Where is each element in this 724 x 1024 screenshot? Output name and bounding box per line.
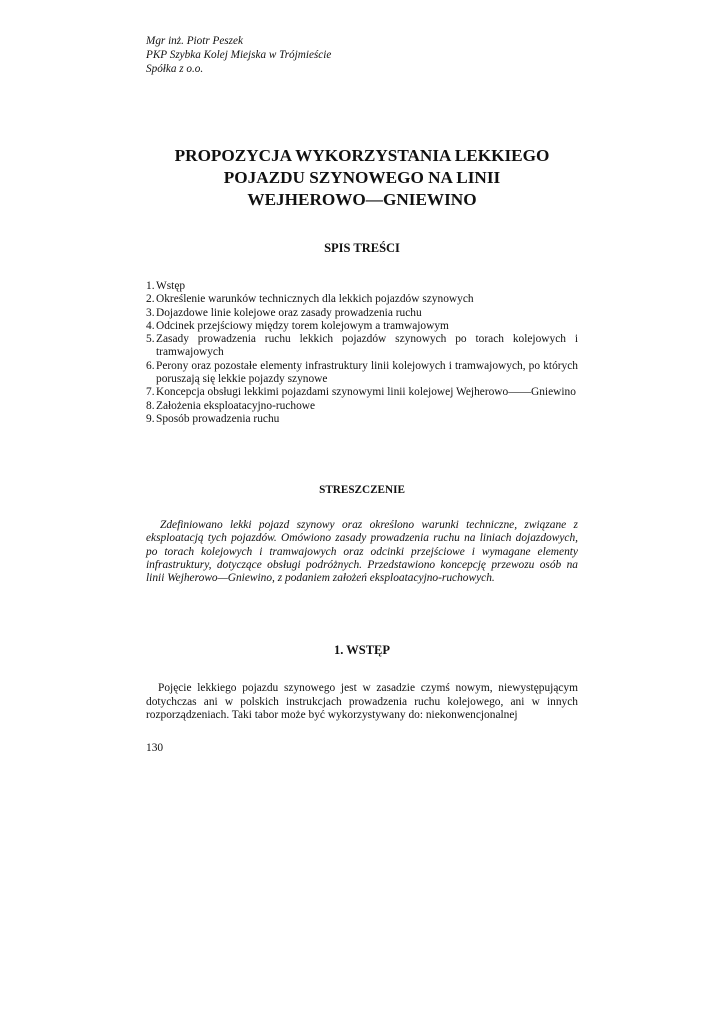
toc-item-text: Odcinek przejściowy między torem kolejowym a tramwajowym bbox=[156, 319, 449, 332]
title-line-3: WEJHEROWO—GNIEWINO bbox=[247, 190, 477, 209]
title-line-2: POJAZDU SZYNOWEGO NA LINII bbox=[223, 168, 501, 187]
paper-title bbox=[146, 145, 578, 211]
toc-item-number: 5. bbox=[146, 333, 155, 346]
table-of-contents bbox=[146, 280, 578, 426]
toc-item bbox=[146, 307, 578, 320]
toc-item-text: Dojazdowe linie kolejowe oraz zasady prowadzenia ruchu bbox=[156, 306, 422, 319]
toc-item bbox=[146, 360, 578, 387]
introduction-paragraph: Pojęcie lekkiego pojazdu szynowego jest w zasadzie czymś nowym, niewystępującym dotychczas ani w polskich instrukcjach prowadzenia ruchu kolejowego, ani w innych rozporządzeniach. Taki tabor może być wykorzystywany do: niekonwencjonalnej bbox=[146, 682, 578, 722]
title-line-1: PROPOZYCJA WYKORZYSTANIA LEKKIEGO bbox=[174, 146, 550, 165]
toc-item-number: 7. bbox=[146, 386, 155, 399]
toc-item bbox=[146, 413, 578, 426]
toc-item bbox=[146, 320, 578, 333]
toc-item-number: 9. bbox=[146, 412, 155, 425]
toc-item-number: 4. bbox=[146, 319, 155, 332]
author-company-type: Spółka z o.o. bbox=[146, 63, 204, 75]
toc-item bbox=[146, 400, 578, 413]
toc-item bbox=[146, 293, 578, 306]
author-name: Mgr inż. Piotr Peszek bbox=[146, 35, 243, 47]
toc-item-text: Koncepcja obsługi lekkimi pojazdami szynowymi linii kolejowej Wejherowo——Gniewino bbox=[156, 386, 576, 399]
page-number: 130 bbox=[146, 742, 164, 754]
toc-item bbox=[146, 386, 578, 399]
author-block bbox=[146, 34, 331, 76]
toc-item bbox=[146, 280, 578, 293]
toc-item-number: 3. bbox=[146, 306, 155, 319]
toc-item-number: 1. bbox=[146, 280, 155, 292]
toc-item-text: Sposób prowadzenia ruchu bbox=[156, 412, 280, 425]
author-affiliation: PKP Szybka Kolej Miejska w Trójmieście bbox=[146, 49, 332, 61]
toc-item-number: 8. bbox=[146, 399, 155, 412]
toc-item-text: Założenia eksploatacyjno-ruchowe bbox=[156, 399, 316, 412]
abstract-text: Zdefiniowano lekki pojazd szynowy oraz określono warunki techniczne, związane z eksploatacją tych pojazdów. Omówiono zasady prowadzenia ruchu na liniach dojazdowych, po torach kolejowych i tramwajowych oraz odcinki przejściowe i wymagane elementy infrastruktury, dotyczące obsługi podróżnych. Przedstawiono koncepcję przewozu osób na linii Wejherowo—Gniewino, z podaniem założeń eksploatacyjno-ruchowych. bbox=[146, 519, 578, 585]
toc-item-text: Określenie warunków technicznych dla lekkich pojazdów szynowych bbox=[156, 293, 474, 306]
toc-heading: SPIS TREŚCI bbox=[324, 241, 400, 255]
toc-item-text: Zasady prowadzenia ruchu lekkich pojazdów szynowych po torach kolejowych i tramwajowych bbox=[156, 333, 578, 359]
abstract-heading: STRESZCZENIE bbox=[319, 484, 405, 496]
toc-item bbox=[146, 333, 578, 360]
toc-item-text: Perony oraz pozostałe elementy infrastruktury linii kolejowych i tramwajowych, po których poruszają się lekkie pojazdy szynowe bbox=[156, 359, 578, 386]
section-heading-introduction: 1. WSTĘP bbox=[333, 643, 391, 657]
toc-item-number: 6. bbox=[146, 359, 155, 372]
toc-item-number: 2. bbox=[146, 293, 155, 306]
toc-item-text: Wstęp bbox=[156, 280, 186, 292]
